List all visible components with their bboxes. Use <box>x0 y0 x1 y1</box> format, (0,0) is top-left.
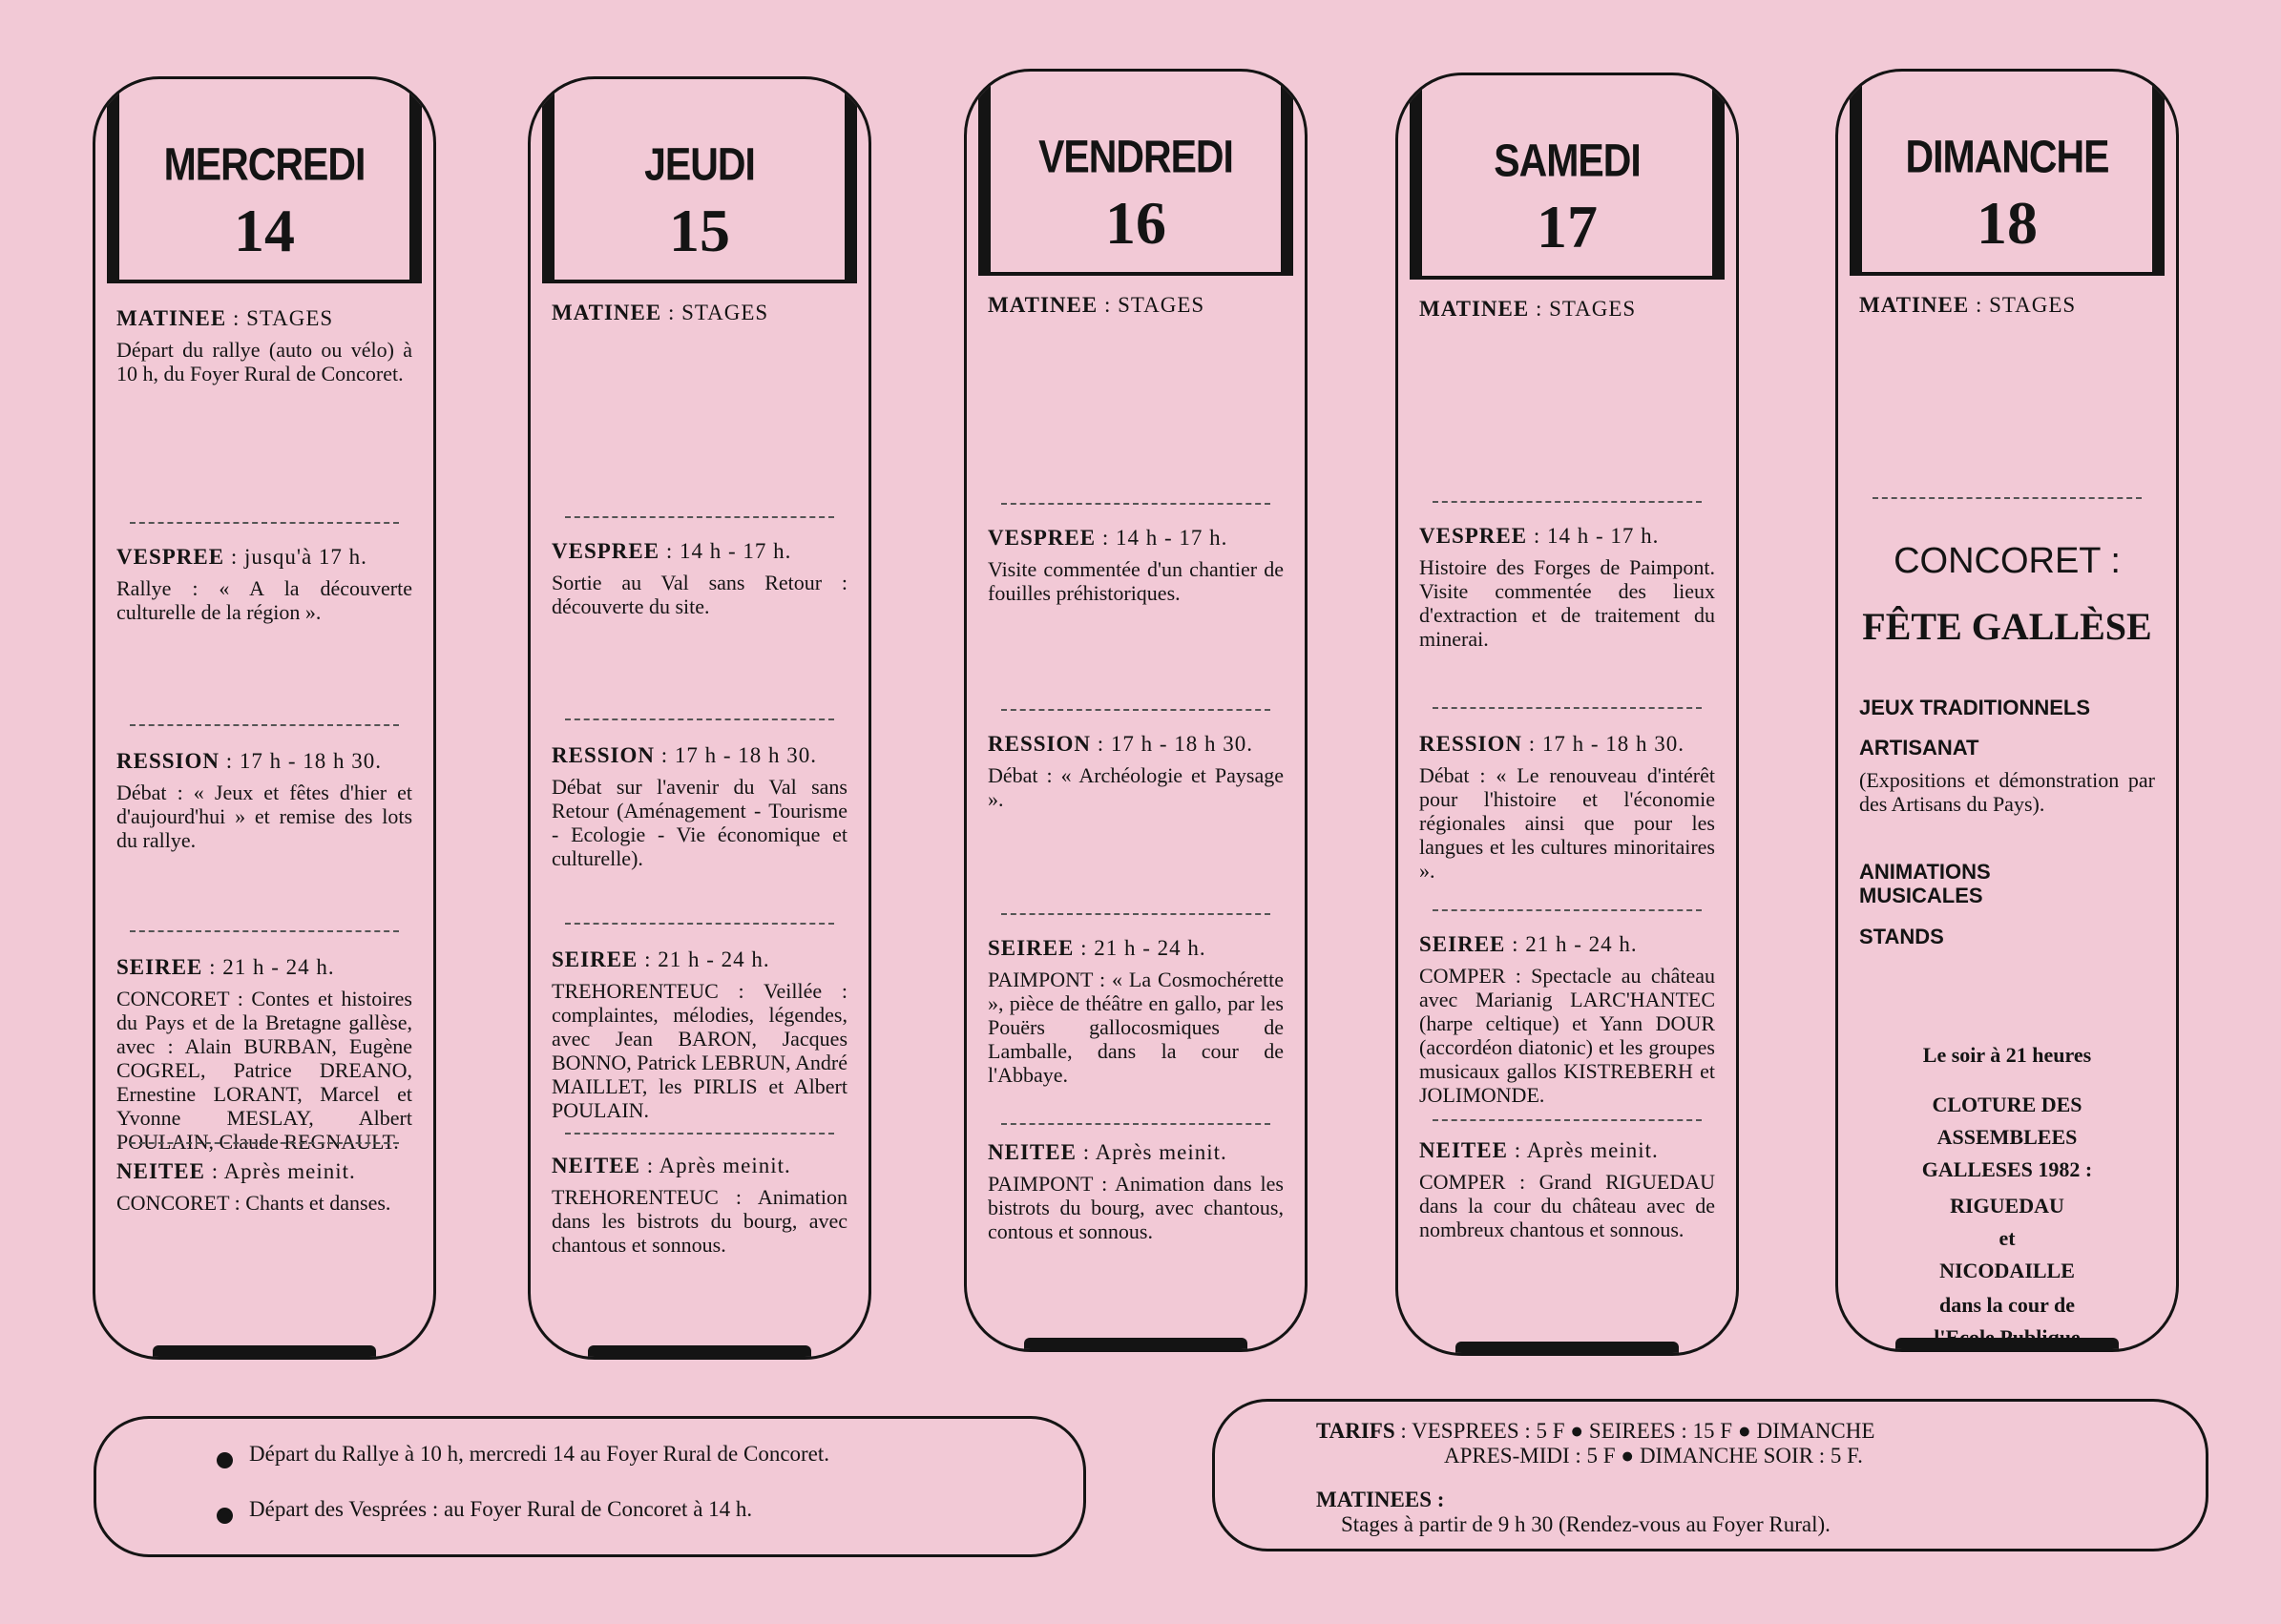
day-column-jeudi <box>528 76 871 1360</box>
activity-jeux: JEUX TRADITIONNELS <box>1859 696 2091 719</box>
seiree-section: SEIREE : 21 h - 24 h. PAIMPONT : « La Cosmochérette », pièce de théâtre en gallo, par les Pouërs gallocosmiques de Lamballe, dans la cour de l'Abbaye. <box>988 936 1284 1087</box>
seiree-text: CONCORET : Contes et histoires du Pays et de la Bretagne gallèse, avec : Alain BURBAN, Eugène COGREL, Patrice DREANO, Ernestine LORANT, Marcel et Yvonne MESLAY, Albert POULAIN, Claude REGNAULT. <box>116 987 412 1154</box>
tarifs-box <box>1212 1399 2208 1551</box>
day-header <box>107 79 422 283</box>
day-column-vendredi <box>964 69 1308 1352</box>
day-number: 17 <box>1537 193 1598 260</box>
column-foot <box>1455 1342 1679 1353</box>
matinees-text: Stages à partir de 9 h 30 (Rendez-vous au Foyer Rural). <box>1341 1512 1831 1536</box>
info-box <box>94 1416 1086 1557</box>
activity-animations: ANIMATIONS MUSICALES <box>1859 860 1991 907</box>
matinees-label: MATINEES : <box>1316 1488 1445 1511</box>
separator <box>1433 501 1702 503</box>
day-column-mercredi <box>93 76 436 1360</box>
matinee-section: MATINEE : STAGES <box>552 301 769 324</box>
matinee-section: MATINEE : STAGES Départ du rallye (auto ou vélo) à 10 h, du Foyer Rural de Concoret. <box>116 306 412 385</box>
activity-stands: STANDS <box>1859 925 1944 948</box>
separator <box>1001 1123 1270 1125</box>
info-line-vesprees: Départ des Vesprées : au Foyer Rural de Concoret à 14 h. <box>249 1497 753 1521</box>
ression-section: RESSION : 17 h - 18 h 30. Débat : « Archéologie et Paysage ». <box>988 732 1284 811</box>
column-foot <box>1895 1338 2119 1349</box>
day-header <box>1410 75 1725 280</box>
ression-text: Débat : « Le renouveau d'intérêt pour l'histoire et l'économie régionales ainsi que pour les langues et les cultures minoritaires ». <box>1419 763 1715 883</box>
separator <box>130 1142 399 1144</box>
matinee-section: MATINEE : STAGES <box>1419 297 1637 321</box>
closing-title: CLOTURE DES ASSEMBLEES GALLESES 1982 : <box>1921 1093 2093 1181</box>
band-nicodaille: NICODAILLE <box>1939 1259 2075 1282</box>
tarifs-label: TARIFS <box>1316 1419 1395 1443</box>
day-column-dimanche <box>1835 69 2179 1352</box>
neitee-text: COMPER : Grand RIGUEDAU dans la cour du château avec de nombreux chantous et sonnous. <box>1419 1170 1715 1241</box>
day-column-samedi <box>1395 73 1739 1356</box>
separator <box>130 522 399 524</box>
vespree-section: VESPREE : 14 h - 17 h. Sortie au Val sans Retour : découverte du site. <box>552 539 848 618</box>
neitee-text: TREHORENTEUC : Animation dans les bistrots du bourg, avec chantous et sonnous. <box>552 1185 848 1257</box>
tarifs-line-2: APRES-MIDI : 5 F ● DIMANCHE SOIR : 5 F. <box>1444 1444 1863 1468</box>
day-number: 14 <box>234 197 295 264</box>
separator <box>1433 1119 1702 1121</box>
artisanat-note: (Expositions et démonstration par des Artisans du Pays). <box>1859 768 2155 816</box>
vespree-section: VESPREE : 14 h - 17 h. Visite commentée d'un chantier de fouilles préhistoriques. <box>988 526 1284 605</box>
seiree-text: PAIMPONT : « La Cosmochérette », pièce de théâtre en gallo, par les Pouërs gallocosmiques de Lamballe, dans la cour de l'Abbaye. <box>988 968 1284 1087</box>
ression-text: Débat : « Archéologie et Paysage ». <box>988 763 1284 811</box>
separator <box>1001 709 1270 711</box>
seiree-text: TREHORENTEUC : Veillée : complaintes, mélodies, légendes, avec Jean BARON, Jacques BONNO, Patrick LEBRUN, André MAILLET, les PIRLIS et Albert POULAIN. <box>552 979 848 1122</box>
tarifs-prices: : VESPREES : 5 F ● SEIREES : 15 F ● DIMANCHE <box>1400 1419 1875 1443</box>
day-number: 15 <box>669 197 730 264</box>
separator <box>1873 497 2142 499</box>
info-line-rallye: Départ du Rallye à 10 h, mercredi 14 au Foyer Rural de Concoret. <box>249 1442 830 1466</box>
neitee-section: NEITEE : Après meinit. TREHORENTEUC : Animation dans les bistrots du bourg, avec chantous et sonnous. <box>552 1154 848 1257</box>
neitee-section: NEITEE : Après meinit. CONCORET : Chants et danses. <box>116 1159 412 1215</box>
day-number: 18 <box>1977 189 2038 257</box>
day-header <box>1850 72 2165 276</box>
separator <box>565 718 834 720</box>
day-name: DIMANCHE <box>1905 130 2109 183</box>
bullet-icon <box>217 1452 233 1468</box>
tarifs-line-1 <box>1316 1419 2167 1444</box>
separator <box>1433 707 1702 709</box>
ression-section: RESSION : 17 h - 18 h 30. Débat : « Jeux et fêtes d'hier et d'aujourd'hui » et remise des lots du rallye. <box>116 749 412 852</box>
separator <box>130 930 399 932</box>
matinee-section: MATINEE : STAGES <box>988 293 1205 317</box>
neitee-section: NEITEE : Après meinit. COMPER : Grand RIGUEDAU dans la cour du château avec de nombreux chantous et sonnous. <box>1419 1138 1715 1241</box>
vespree-section: VESPREE : 14 h - 17 h. Histoire des Forges de Paimpont. Visite commentée des lieux d'extraction et de traitement du minerai. <box>1419 524 1715 651</box>
seiree-text: COMPER : Spectacle au château avec Marianig LARC'HANTEC (harpe celtique) et Yann DOUR (accordéon diatonic) et les groupes musicaux gallos KISTREBERH et JOLIMONDE. <box>1419 964 1715 1107</box>
neitee-text: CONCORET : Chants et danses. <box>116 1191 391 1215</box>
fete-title: FÊTE GALLÈSE <box>1862 605 2152 648</box>
day-number: 16 <box>1105 189 1166 257</box>
bullet-icon <box>217 1508 233 1524</box>
seiree-section: SEIREE : 21 h - 24 h. COMPER : Spectacle au château avec Marianig LARC'HANTEC (harpe celtique) et Yann DOUR (accordéon diatonic) et les groupes musicaux gallos KISTREBERH et JOLIMONDE. <box>1419 932 1715 1107</box>
band-riguedau: RIGUEDAU <box>1950 1194 2064 1218</box>
matinee-section: MATINEE : STAGES <box>1859 293 2077 317</box>
and-text: et <box>1998 1226 2016 1250</box>
separator <box>130 724 399 726</box>
vespree-section: VESPREE : jusqu'à 17 h. Rallye : « A la découverte culturelle de la région ». <box>116 545 412 624</box>
column-foot <box>1024 1338 1247 1349</box>
ression-text: Débat : « Jeux et fêtes d'hier et d'aujourd'hui » et remise des lots du rallye. <box>116 781 412 852</box>
activity-artisanat: ARTISANAT <box>1859 736 1979 760</box>
neitee-text: PAIMPONT : Animation dans les bistrots du bourg, avec chantous, contous et sonnous. <box>988 1172 1284 1243</box>
matinee-text: Départ du rallye (auto ou vélo) à 10 h, du Foyer Rural de Concoret. <box>116 338 412 385</box>
location-text: dans la cour de <box>1938 1293 2075 1317</box>
separator <box>1433 909 1702 911</box>
fete-place: CONCORET : <box>1894 541 2121 581</box>
vespree-text: Visite commentée d'un chantier de fouilles préhistoriques. <box>988 557 1284 605</box>
vespree-text: Rallye : « A la découverte culturelle de la région ». <box>116 576 412 624</box>
neitee-section: NEITEE : Après meinit. PAIMPONT : Animation dans les bistrots du bourg, avec chantous, contous et sonnous. <box>988 1140 1284 1243</box>
day-name: MERCREDI <box>163 137 366 191</box>
day-name: SAMEDI <box>1494 134 1641 187</box>
separator <box>565 1133 834 1135</box>
separator <box>1001 503 1270 505</box>
evening-time: Le soir à 21 heures <box>1922 1043 2092 1067</box>
ression-section: RESSION : 17 h - 18 h 30. Débat : « Le renouveau d'intérêt pour l'histoire et l'économie régionales ainsi que pour les langues et les cultures minoritaires ». <box>1419 732 1715 883</box>
separator <box>1001 913 1270 915</box>
ression-text: Débat sur l'avenir du Val sans Retour (Aménagement - Tourisme - Ecologie - Vie économique et culturelle). <box>552 775 848 870</box>
day-header <box>542 79 857 283</box>
vespree-text: Sortie au Val sans Retour : découverte du site. <box>552 571 848 618</box>
day-name: VENDREDI <box>1038 130 1233 183</box>
separator <box>565 923 834 925</box>
day-header <box>978 72 1293 276</box>
ression-section: RESSION : 17 h - 18 h 30. Débat sur l'avenir du Val sans Retour (Aménagement - Tourisme - Ecologie - Vie économique et culturelle). <box>552 743 848 870</box>
day-name: JEUDI <box>644 137 755 191</box>
separator <box>565 516 834 518</box>
seiree-section: SEIREE : 21 h - 24 h. CONCORET : Contes et histoires du Pays et de la Bretagne gallèse, avec : Alain BURBAN, Eugène COGREL, Patrice DREANO, Ernestine LORANT, Marcel et Yvonne MESLAY, Albert POULAIN, Claude REGNAULT. <box>116 955 412 1154</box>
seiree-section: SEIREE : 21 h - 24 h. TREHORENTEUC : Veillée : complaintes, mélodies, légendes, avec Jean BARON, Jacques BONNO, Patrick LEBRUN, André MAILLET, les PIRLIS et Albert POULAIN. <box>552 947 848 1122</box>
vespree-text: Histoire des Forges de Paimpont. Visite commentée des lieux d'extraction et de traitement du minerai. <box>1419 555 1715 651</box>
column-foot <box>153 1345 376 1357</box>
column-foot <box>588 1345 811 1357</box>
